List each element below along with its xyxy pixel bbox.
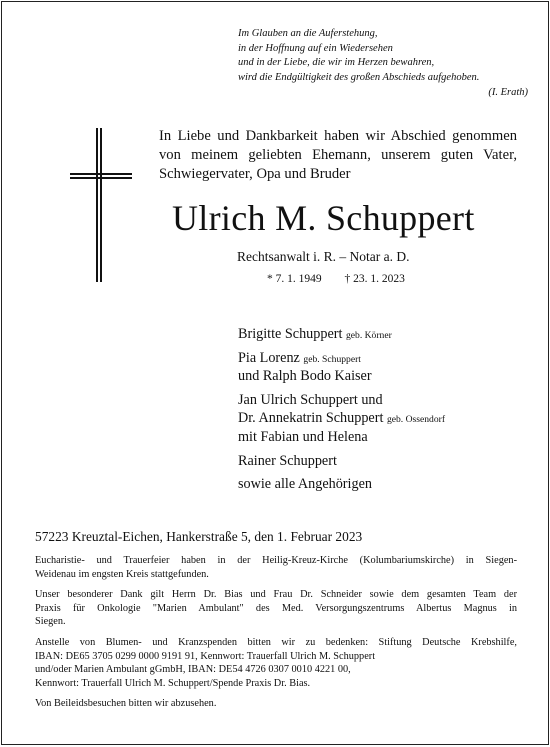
mourner: Rainer Schuppert bbox=[238, 452, 337, 469]
note-line: Kennwort: Trauerfall Ulrich M. Schuppert/Spende Praxis Dr. Bias. bbox=[35, 677, 311, 689]
ceremony-note bbox=[35, 554, 517, 581]
mourner-name: Brigitte Schuppert bbox=[238, 326, 343, 342]
birth-date: * 7. 1. 1949 bbox=[267, 273, 322, 285]
place-and-date: 57223 Kreuztal-Eichen, Hankerstraße 5, den 1. Februar 2023 bbox=[35, 529, 363, 544]
mourners-list bbox=[238, 325, 445, 494]
maiden-name: geb. Körner bbox=[345, 330, 392, 341]
thanks-note bbox=[35, 588, 517, 629]
note-line: Weidenau im engsten Kreis stattgefunden. bbox=[35, 568, 209, 580]
intro-line: von meinem geliebten Ehemann, unserem guten Vater, bbox=[159, 147, 517, 163]
mourner: mit Fabian und Helena bbox=[238, 428, 368, 445]
deceased-title: Rechtsanwalt i. R. – Notar a. D. bbox=[237, 249, 410, 264]
poem-quote bbox=[238, 27, 528, 101]
note-line: Praxis für Onkologie "Marien Ambulant" des Med. Versorgungszentrums Albertus Magnus in bbox=[35, 602, 517, 614]
mourner: sowie alle Angehörigen bbox=[238, 476, 372, 493]
intro-text bbox=[159, 127, 517, 184]
mourner: Jan Ulrich Schuppert und bbox=[238, 391, 383, 408]
mourner-name: Dr. Annekatrin Schuppert bbox=[238, 410, 384, 427]
obituary-notice bbox=[1, 1, 549, 745]
note-line: Eucharistie- und Trauerfeier haben in der Heilig-Kreuz-Kirche (Kolumbariumskirche) in Siegen- bbox=[35, 555, 517, 566]
note-line: und/oder Marien Ambulant gGmbH, IBAN: DE54 4726 0307 0010 4221 00, bbox=[35, 664, 351, 676]
notes-section bbox=[35, 554, 517, 718]
intro-line: In Liebe und Dankbarkeit haben wir Abschied genommen bbox=[159, 128, 517, 144]
note-line: Siegen. bbox=[35, 616, 66, 628]
poem-author: (I. Erath) bbox=[488, 87, 528, 98]
poem-line: und in der Liebe, die wir im Herzen bewahren, bbox=[238, 57, 435, 68]
intro-line: Schwiegervater, Opa und Bruder bbox=[159, 166, 351, 182]
mourner bbox=[238, 409, 445, 428]
mourner: und Ralph Bodo Kaiser bbox=[238, 368, 372, 385]
note-line: Anstelle von Blumen- und Kranzspenden bitten wir zu bedenken: Stiftung Deutsche Krebshilfe, bbox=[35, 636, 517, 648]
deceased-name: Ulrich M. Schuppert bbox=[172, 198, 475, 238]
visits-note: Von Beileidsbesuchen bitten wir abzusehen. bbox=[35, 698, 217, 710]
note-line: IBAN: DE65 3705 0299 0000 9191 91, Kennwort: Trauerfall Ulrich M. Schuppert bbox=[35, 650, 376, 662]
donations-note bbox=[35, 636, 517, 690]
note-line: Unser besonderer Dank gilt Herrn Dr. Bias und Frau Dr. Schneider sowie dem gesamten Team der bbox=[35, 589, 517, 601]
death-date: † 23. 1. 2023 bbox=[344, 273, 405, 285]
mourner bbox=[238, 325, 445, 344]
maiden-name: geb. Ossendorf bbox=[386, 414, 446, 426]
maiden-name: geb. Schuppert bbox=[303, 353, 361, 365]
poem-line: in der Hoffnung auf ein Wiedersehen bbox=[238, 42, 393, 54]
life-dates bbox=[267, 273, 405, 285]
poem-line: Im Glauben an die Auferstehung, bbox=[238, 28, 378, 39]
mourner-name: Pia Lorenz bbox=[238, 349, 300, 366]
cross-icon bbox=[2, 2, 172, 332]
mourner bbox=[238, 349, 445, 368]
poem-line: wird die Endgültigkeit des großen Abschieds aufgehoben. bbox=[238, 71, 480, 83]
